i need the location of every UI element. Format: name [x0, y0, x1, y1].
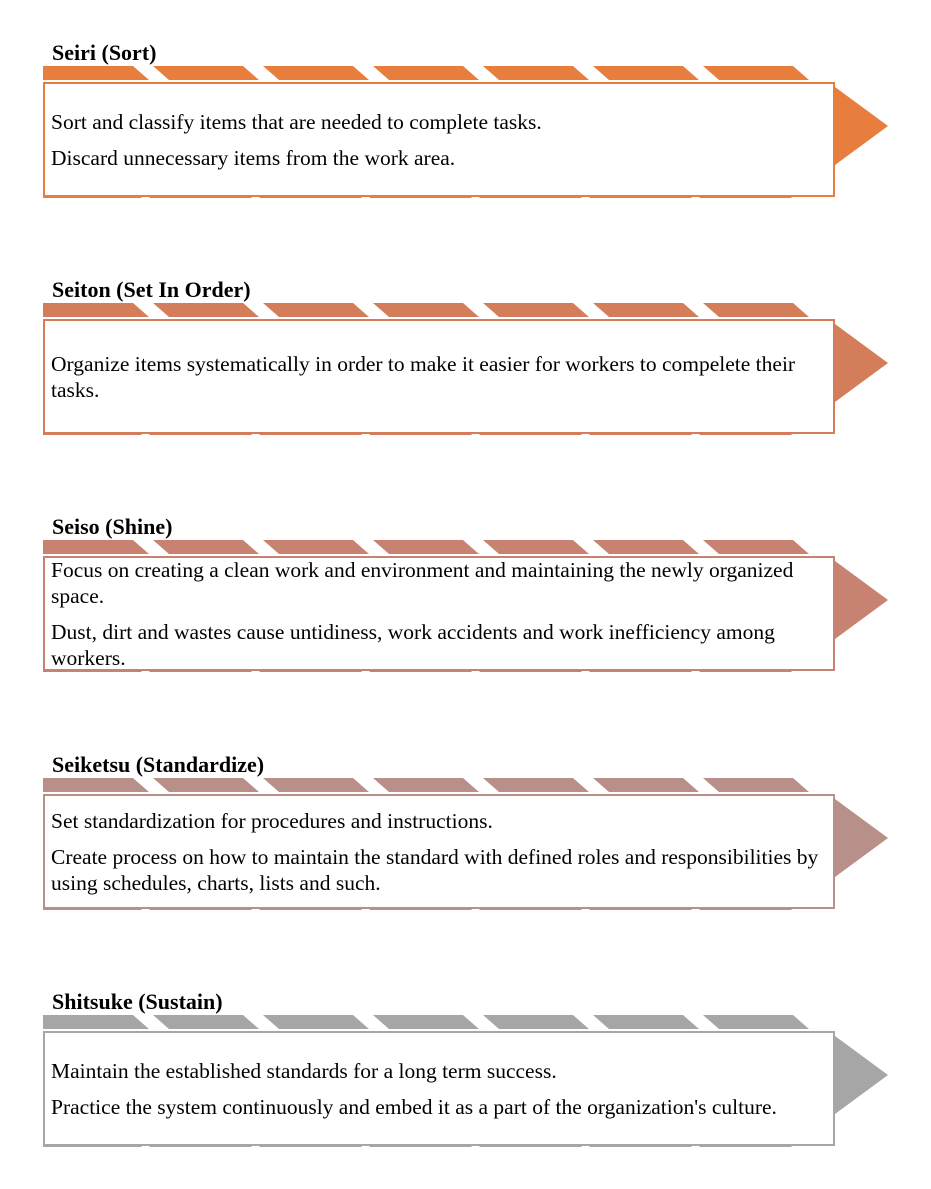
step-description-line: Focus on creating a clean work and environment and maintaining the newly organized space.	[51, 557, 794, 608]
chevron-stripe-top	[703, 540, 809, 554]
chevron-stripe-top	[593, 66, 699, 80]
chevron-stripe-top	[43, 303, 149, 317]
step-description-line: Sort and classify items that are needed to complete tasks.	[51, 109, 542, 134]
step-description-box	[43, 1031, 835, 1146]
chevron-stripe-top	[43, 66, 149, 80]
arrow-head	[835, 561, 888, 639]
step-description-line: Practice the system continuously and embed it as a part of the organization's culture.	[51, 1094, 777, 1119]
step-description-box	[43, 794, 835, 909]
chevron-stripe-top	[703, 1015, 809, 1029]
step-title: Seiketsu (Standardize)	[52, 752, 265, 777]
chevron-stripe-top	[263, 778, 369, 792]
chevron-stripe-top	[373, 303, 479, 317]
chevron-stripe-top	[593, 303, 699, 317]
chevron-stripe-top	[483, 66, 589, 80]
chevron-stripe-top	[373, 778, 479, 792]
step-4	[0, 752, 931, 952]
step-description-box	[43, 556, 835, 671]
chevron-stripe-top	[43, 778, 149, 792]
step-2	[0, 277, 931, 477]
chevron-stripe-top	[153, 540, 259, 554]
step-1	[0, 40, 931, 240]
chevron-stripe-top	[43, 1015, 149, 1029]
chevron-stripe-top	[703, 778, 809, 792]
chevron-stripe-top	[703, 303, 809, 317]
chevron-stripe-top	[483, 1015, 589, 1029]
chevron-stripe-top	[483, 540, 589, 554]
step-description-line: Set standardization for procedures and instructions.	[51, 808, 493, 833]
chevron-stripe-top	[483, 778, 589, 792]
chevron-stripe-top	[593, 1015, 699, 1029]
step-description-line: Discard unnecessary items from the work area.	[51, 145, 456, 170]
step-description-line: Maintain the established standards for a long term success.	[51, 1058, 557, 1083]
chevron-stripe-top	[593, 778, 699, 792]
step-title: Seiri (Sort)	[52, 40, 157, 65]
step-description-box	[43, 319, 835, 434]
chevron-stripe-top	[43, 540, 149, 554]
chevron-stripe-top	[153, 303, 259, 317]
chevron-stripe-top	[263, 540, 369, 554]
chevron-stripe-top	[153, 66, 259, 80]
chevron-stripe-top	[153, 778, 259, 792]
step-title: Shitsuke (Sustain)	[52, 989, 223, 1014]
chevron-stripe-top	[153, 1015, 259, 1029]
arrow-head	[835, 1036, 888, 1114]
step-title: Seiso (Shine)	[52, 514, 173, 539]
arrow-head	[835, 799, 888, 877]
chevron-stripe-top	[263, 66, 369, 80]
arrow-head	[835, 87, 888, 165]
step-5	[0, 989, 931, 1189]
step-title: Seiton (Set In Order)	[52, 277, 251, 302]
step-description-line: Organize items systematically in order to make it easier for workers to compelete their tasks.	[51, 351, 796, 402]
chevron-stripe-top	[373, 66, 479, 80]
chevron-stripe-top	[593, 540, 699, 554]
arrow-head	[835, 324, 888, 402]
step-description-line: Create process on how to maintain the standard with defined roles and responsibilities by using schedules, charts, lists and such.	[51, 844, 819, 895]
step-description-line: Dust, dirt and wastes cause untidiness, work accidents and work inefficiency among workers.	[51, 619, 775, 670]
chevron-stripe-top	[263, 1015, 369, 1029]
step-3	[0, 514, 931, 714]
chevron-stripe-top	[483, 303, 589, 317]
chevron-stripe-top	[263, 303, 369, 317]
chevron-stripe-top	[373, 540, 479, 554]
step-description-box	[43, 82, 835, 197]
chevron-stripe-top	[703, 66, 809, 80]
chevron-stripe-top	[373, 1015, 479, 1029]
